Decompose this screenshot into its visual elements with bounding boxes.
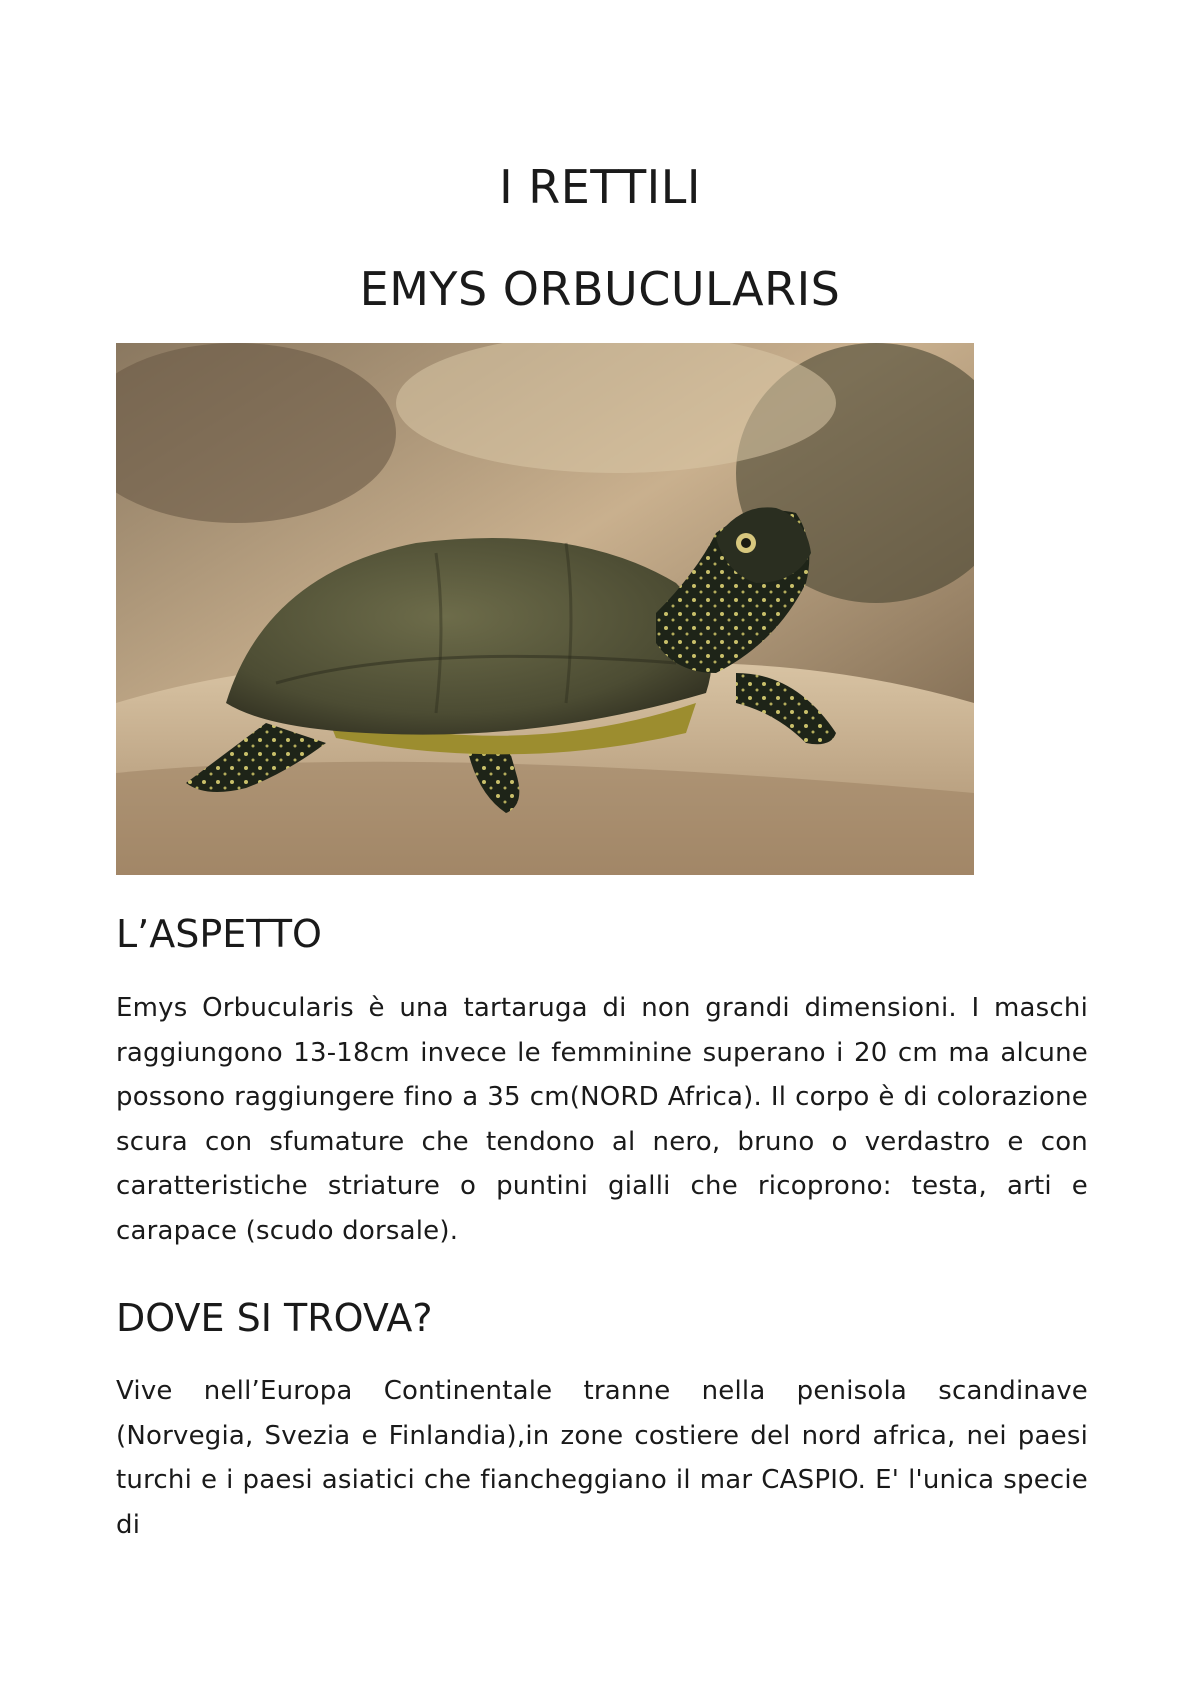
turtle-photo	[116, 343, 974, 875]
section-heading-habitat: DOVE SI TROVA?	[116, 1296, 433, 1340]
species-title: EMYS ORBUCULARIS	[359, 262, 841, 316]
section-text-habitat: Vive nell’Europa Continentale tranne nella penisola scandinave (Norvegia, Svezia e Finlandia),in zone costiere del nord africa, nei paesi turchi e i paesi asiatici che fiancheggiano il mar CASPIO. E' l'unica specie di	[116, 1376, 1088, 1540]
section-text-appearance: Emys Orbucularis è una tartaruga di non grandi dimensioni. I maschi raggiungono 13-18cm invece le femminine superano i 20 cm ma alcune possono raggiungere fino a 35 cm(NORD Africa). Il corpo è di colorazione scura con sfumature che tendono al nero, bruno o verdastro e con caratteristiche striature o puntini gialli che ricoprono: testa, arti e carapace (scudo dorsale).	[116, 993, 1088, 1246]
section-heading-appearance: L’ASPETTO	[116, 912, 322, 956]
document-title: I RETTILI	[499, 160, 701, 214]
